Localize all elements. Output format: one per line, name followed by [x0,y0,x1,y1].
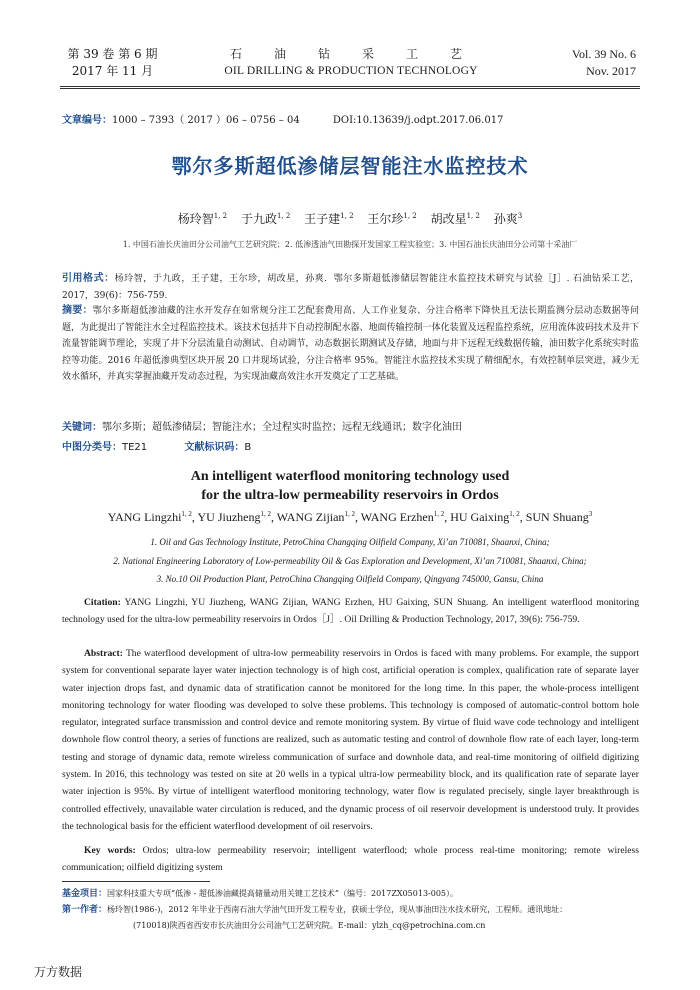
citation-cn-label: 引用格式： [62,273,115,284]
header-volume-en [572,46,636,80]
fund-text: 国家科技重大专项“低渗 - 超低渗油藏提高储量动用关键工艺技术”（编号：2017ZX05013-005）。 [107,889,459,898]
footnote-author [62,902,639,934]
author-en: SUN Shuang$^3$ [525,510,593,524]
footnote-fund [62,886,639,902]
header-journal [220,46,482,80]
abstract-cn-text: 鄂尔多斯超低渗油藏的注水开发存在如常规分注工艺配套费用高、人工作业复杂、分注合格率下降快且无法长期监测分层动态数据等问题，为此提出了智能注水全过程监控技术。该技术包括井下自动控制配水器、地面传输控制一体化装置及远程监控系统，应用流体波码技术及井下流量智能调节理论，实现了井下分层流量自动测试、自动调节，动态数据长期测试及存储，地面与井下远程无线数据传输，油田数字化系统实时监控等功能。2016 年超低渗典型区块开展 20 口井现场试验，分注合格率 95%。智能注水监控技术实现了精细配水，有效控制单层突进，减少无效水循环，并真实掌握油藏开发动态过程，为实现油藏高效注水开发奠定了工艺基础。 [62,306,639,383]
citation-cn-text: 杨玲智，于九政，王子建，王尔珍，胡改星，孙爽．鄂尔多斯超低渗储层智能注水监控技术研究与试验［J］. 石油钻采工艺，2017，39(6)：756-759. [62,274,639,301]
keywords-en-text: Ordos; ultra-low permeability reservoir; intelligent waterflood; whole process real-time monitoring; remote wireless communication; oilfield digitizing system [62,845,639,874]
affiliation-en-3: 3. No.10 Oil Production Plant, PetroChina Changqing Oilfield Company, Qingyang 745000, Gansu, China [156,574,544,584]
class-value: TE21 [122,442,148,453]
abstract-en-text: The waterflood development of ultra-low permeability reservoirs in Ordos is faced with many problems. For example, the support system for conventional separate layer water injection technology is of high cost, artificial operation is complex, qualification rate of separate layer water injection drops fast, and dynamic data of stratification cannot be monitored for the long time. In this paper, the whole-process intelligent monitoring technology for water flooding was developed to solve these problems. This technology is composed of automatic-control bottom hole regulator, integrated surface transmission and control device and remote monitoring system. By virtue of fluid wave code technology and intelligent downhole flow control theory, a series of functions are realized, such as automatic testing and control of downhole flow rate of each layer, long-term testing and storage of dynamic data, remote wireless communication of surface and downhole data, and real-time monitoring of oilfield digitizing system. In 2016, this technology was tested on site at 20 wells in a typical ultra-low permeability block, and its qualification rate of separate layer water injection is 95%. By virtue of intelligent waterflood monitoring technology, water flow is regulated precisely, single layer breakthrough is controlled effectively, unavailable water circulation is reduced, and the dynamic process of oil reservoir development is understood truly. It provides the technological basis for the efficient waterflood development of oil reservoirs. [62,648,639,832]
authors-cn [0,210,700,227]
abstract-cn [62,303,639,386]
citation-en-label: Citation: [84,597,121,608]
keywords-cn-label: 关键词： [62,422,102,433]
first-author-label: 第一作者： [62,905,108,915]
doccode-label: 文献标识码： [184,442,245,453]
author-cn: 于九政$^{1, 2}$ [240,212,291,226]
author-en: HU Gaixing$^{1, 2}$, [450,510,526,524]
author-cn: 孙爽$^3$ [493,212,523,226]
abstract-en-label: Abstract: [84,648,123,659]
abstract-cn-label: 摘要： [62,305,93,316]
author-cn: 胡改星$^{1, 2}$ [430,212,480,226]
header-rule-thin [60,88,640,89]
author-cn: 王尔珍$^{1, 2}$ [367,212,417,226]
volume-cn: 第 39 卷 第 6 期 [67,47,158,61]
author-en: WANG Erzhen$^{1, 2}$, [360,510,451,524]
author-cn: 王子建$^{1, 2}$ [304,212,354,226]
author-en: WANG Zijian$^{1, 2}$, [276,510,361,524]
title-en [0,467,700,505]
journal-name-cn: 石 油 钻 采 工 艺 [229,47,472,61]
keywords-cn [62,418,462,433]
affiliations-cn: 1. 中国石油长庆油田分公司油气工艺研究院；2. 低渗透油气田勘探开发国家工程实验室；3. 中国石油长庆油田分公司第十采油厂 [122,240,578,249]
affiliation-en-1: 1. Oil and Gas Technology Institute, PetroChina Changqing Oilfield Company, Xi’an 710081, Shaanxi, China; [150,537,550,547]
watermark: 万方数据 [34,965,83,979]
citation-en [62,594,639,629]
article-meta [62,111,503,126]
abstract-en [62,645,639,835]
authors-en [0,510,700,525]
date-en: Nov. 2017 [586,64,636,78]
citation-en-text: YANG Lingzhi, YU Jiuzheng, WANG Zijian, WANG Erzhen, HU Gaixing, SUN Shuang. An intelligent waterflood monitoring technology used for the ultra-low permeability reservoirs in Ordos［J］. Oil Drilling & Production Technology, 2017, 39(6): 756-759. [62,597,639,626]
author-cn: 杨玲智$^{1, 2}$ [177,212,228,226]
footnote-rule [62,881,210,882]
fund-label: 基金项目： [62,889,108,899]
keywords-cn-text: 鄂尔多斯；超低渗储层；智能注水；全过程实时监控；远程无线通讯；数字化油田 [102,422,462,433]
keywords-en-label: Key words: [84,845,136,856]
article-no: 1000 – 7393（ 2017 ）06 – 0756 – 04 [112,115,300,126]
author-en: YU Jiuzheng$^{1, 2}$, [197,510,277,524]
article-no-label: 文章编号： [62,115,112,126]
date-cn: 2017 年 11 月 [71,64,154,78]
classification-cn [62,438,251,453]
title-cn: 鄂尔多斯超低渗储层智能注水监控技术 [171,154,529,178]
first-author-text: 杨玲智(1986-)，2012 年毕业于西南石油大学油气田开发工程专业，获硕士学位，现从事油田注水技术研究，工程师。通讯地址： [107,905,568,914]
journal-name-en: OIL DRILLING & PRODUCTION TECHNOLOGY [224,65,478,77]
keywords-en [62,842,639,877]
affiliation-en-2: 2. National Engineering Laboratory of Low-permeability Oil & Gas Exploration and Development, Xi’an 710081, Shaanxi, China; [113,556,587,566]
citation-cn [62,271,639,304]
class-label: 中图分类号： [62,442,122,453]
author-en: YANG Lingzhi$^{1, 2}$, [107,510,198,524]
title-en-line2: for the ultra-low permeability reservoirs in Ordos [201,488,499,503]
header-volume-cn [60,46,165,80]
title-en-line1: An intelligent waterflood monitoring technology used [190,469,510,484]
doccode-value: B [244,442,252,453]
header-rule [60,86,640,87]
first-author-address: (710018)陕西省西安市长庆油田分公司油气工艺研究院。E-mail：ylzh_cq@petrochina.com.cn [133,921,486,930]
volume-en: Vol. 39 No. 6 [571,47,636,61]
doi[interactable]: DOI:10.13639/j.odpt.2017.06.017 [332,115,504,126]
